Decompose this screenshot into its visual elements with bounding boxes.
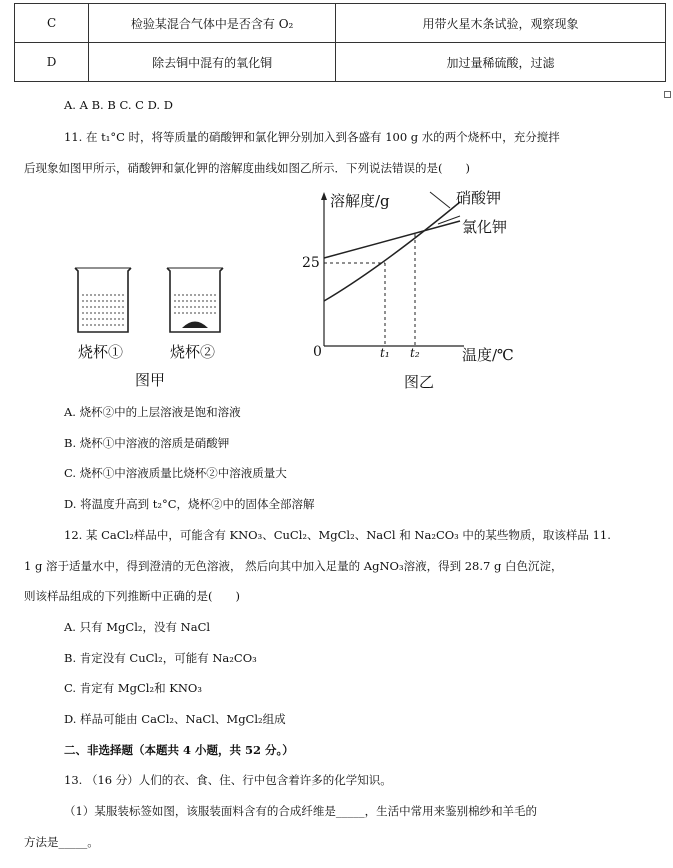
y-tick-25: 25 — [302, 255, 320, 271]
q13-stem: 13. （16 分）人们的衣、食、住、行中包含着许多的化学知识。 — [64, 773, 392, 787]
beaker-1-label: 烧杯① — [78, 343, 124, 361]
table-cell-letter: C — [15, 4, 89, 43]
label-leader-kno3 — [430, 192, 450, 208]
table-row — [15, 43, 666, 82]
q12-stem-line3: 则该样品组成的下列推断中正确的是( ) — [24, 589, 240, 603]
series-label-kno3: 硝酸钾 — [456, 189, 502, 207]
series-label-kcl: 氯化钾 — [462, 218, 508, 236]
q11-option-b: B. 烧杯①中溶液的溶质是硝酸钾 — [64, 436, 230, 450]
q11-stem-line1: 11. 在 t₁°C 时，将等质量的硝酸钾和氯化钾分别加入到各盛有 100 g 水的两个烧杯中，充分搅拌 — [64, 130, 560, 144]
q11-option-c: C. 烧杯①中溶液质量比烧杯②中溶液质量大 — [64, 466, 287, 480]
q12-stem-line2: 1 g 溶于适量水中，得到澄清的无色溶液， 然后向其中加入足量的 AgNO₃溶液，得到 28.7 g 白色沉淀， — [24, 559, 563, 573]
q12-stem-line1: 12. 某 CaCl₂样品中，可能含有 KNO₃、CuCl₂、MgCl₂、NaCl 和 Na₂CO₃ 中的某些物质，取该样品 11. — [64, 528, 611, 542]
t2-label: t₂ — [410, 346, 420, 360]
q13-part1-line1: （1）某服装标签如图，该服装面料含有的合成纤维是_____，生活中常用来鉴别棉纱和羊毛的 — [64, 804, 538, 818]
figure-yi-caption: 图乙 — [404, 373, 435, 391]
beaker-2 — [167, 268, 223, 332]
q11-option-d: D. 将温度升高到 t₂°C，烧杯②中的固体全部溶解 — [64, 497, 315, 511]
options-table — [14, 3, 666, 82]
q12-option-c: C. 肯定有 MgCl₂和 KNO₃ — [64, 681, 202, 695]
x-axis-label: 温度/℃ — [462, 346, 514, 364]
q12-option-d: D. 样品可能由 CaCl₂、NaCl、MgCl₂组成 — [64, 712, 286, 726]
table-cell-purpose: 检验某混合气体中是否含有 O₂ — [89, 4, 336, 43]
t1-label: t₁ — [380, 346, 390, 360]
table-resize-handle[interactable] — [664, 91, 671, 98]
q13-part1-line2: 方法是_____。 — [24, 835, 99, 849]
table-cell-letter: D — [15, 43, 89, 82]
table-cell-purpose: 除去铜中混有的氧化铜 — [89, 43, 336, 82]
q12-option-b: B. 肯定没有 CuCl₂，可能有 Na₂CO₃ — [64, 651, 257, 665]
table-cell-method: 用带火星木条试验，观察现象 — [336, 4, 666, 43]
q10-answers: A. A B. B C. C D. D — [64, 98, 173, 112]
beaker-1 — [75, 268, 131, 332]
y-axis-label: 溶解度/g — [330, 192, 390, 210]
table-cell-method: 加过量稀硫酸，过滤 — [336, 43, 666, 82]
y-axis-arrow — [321, 192, 327, 200]
curve-kno3 — [324, 202, 460, 301]
solubility-graph — [300, 188, 540, 358]
curve-kcl — [324, 221, 460, 258]
figure-jia-caption: 图甲 — [135, 371, 166, 389]
beaker-2-label: 烧杯② — [170, 343, 216, 361]
table-row — [15, 4, 666, 43]
q11-stem-line2: 后现象如图甲所示，硝酸钾和氯化钾的溶解度曲线如图乙所示．下列说法错误的是( ) — [24, 161, 470, 175]
origin-label: 0 — [313, 344, 322, 360]
q11-option-a: A. 烧杯②中的上层溶液是饱和溶液 — [64, 405, 241, 419]
beakers-figure — [70, 262, 230, 342]
q12-option-a: A. 只有 MgCl₂，没有 NaCl — [64, 620, 211, 634]
section-heading: 二、非选择题（本题共 4 小题，共 52 分。） — [64, 743, 294, 757]
